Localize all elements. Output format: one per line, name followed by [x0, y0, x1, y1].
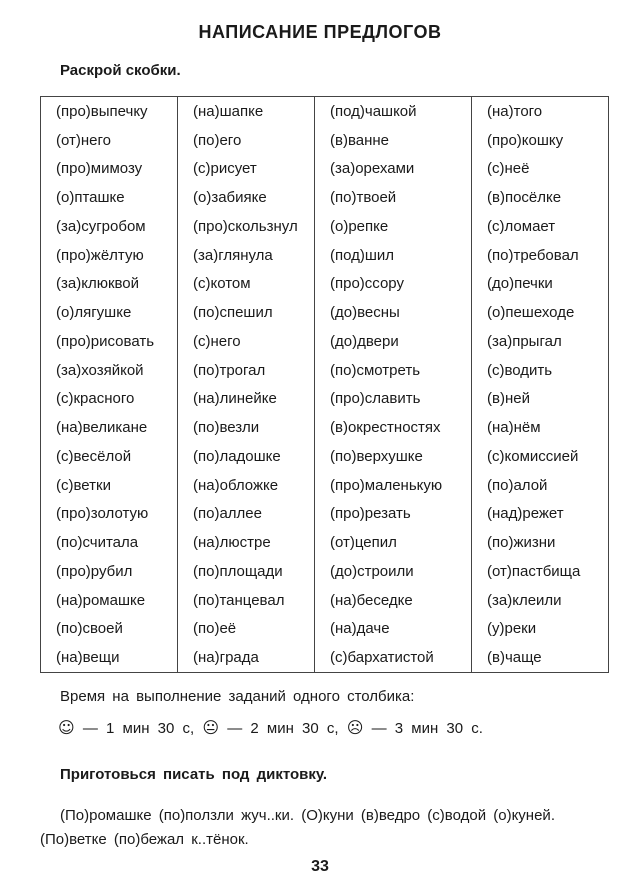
word-cell: (про)мимозу: [41, 155, 178, 184]
word-cell: (за)клеили: [472, 586, 609, 615]
word-cell: (с)него: [178, 327, 315, 356]
word-cell: (за)орехами: [315, 155, 472, 184]
word-cell: (у)реки: [472, 615, 609, 644]
word-cell: (в)ней: [472, 385, 609, 414]
word-cell: (до)строили: [315, 557, 472, 586]
word-cell: (в)окрестностях: [315, 413, 472, 442]
word-cell: (на)обложке: [178, 471, 315, 500]
table-row: [41, 183, 609, 212]
word-cell: (до)печки: [472, 270, 609, 299]
word-cell: (по)её: [178, 615, 315, 644]
word-cell: (за)хозяйкой: [41, 356, 178, 385]
word-cell: (по)смотреть: [315, 356, 472, 385]
time-limit-slow: — 3 мин 30 с.: [371, 720, 483, 737]
word-cell: (за)прыгал: [472, 327, 609, 356]
word-cell: (про)жёлтую: [41, 241, 178, 270]
table-row: [41, 327, 609, 356]
smiling-face-icon: ☺: [58, 718, 75, 737]
word-cell: (от)него: [41, 126, 178, 155]
word-cell: (про)ссору: [315, 270, 472, 299]
word-cell: (на)шапке: [178, 97, 315, 126]
page-number: 33: [311, 858, 329, 875]
word-cell: (по)считала: [41, 528, 178, 557]
dictation-text: (По)ромашке (по)ползли жуч..ки. (О)куни (в)ведро (с)водой (о)куней. (По)ветке (по)бежал к..тёнок.: [40, 807, 555, 848]
word-cell: (о)пташке: [41, 183, 178, 212]
table-row: [41, 586, 609, 615]
table-row: [41, 155, 609, 184]
word-cell: (за)глянула: [178, 241, 315, 270]
table-row: [41, 500, 609, 529]
neutral-face-icon: 😐: [202, 718, 220, 737]
time-label: Время на выполнение заданий одного столбика:: [60, 688, 415, 705]
word-cell: (по)требовал: [472, 241, 609, 270]
word-cell: (на)града: [178, 643, 315, 672]
word-cell: (с)неё: [472, 155, 609, 184]
word-cell: (на)того: [472, 97, 609, 126]
word-cell: (на)великане: [41, 413, 178, 442]
word-cell: (по)площади: [178, 557, 315, 586]
word-cell: (про)рубил: [41, 557, 178, 586]
table-row: [41, 270, 609, 299]
word-cell: (от)цепил: [315, 528, 472, 557]
word-cell: (с)бархатистой: [315, 643, 472, 672]
time-limit-medium: — 2 мин 30 с,: [227, 720, 339, 737]
time-limit-fast: — 1 мин 30 с,: [82, 720, 195, 737]
word-cell: (в)ванне: [315, 126, 472, 155]
table-row: [41, 97, 609, 126]
table-row: [41, 413, 609, 442]
word-cell: (с)ломает: [472, 212, 609, 241]
word-cell: (по)трогал: [178, 356, 315, 385]
word-cell: (под)чашкой: [315, 97, 472, 126]
word-table-body: [41, 97, 609, 673]
word-cell: (в)посёлке: [472, 183, 609, 212]
table-row: [41, 471, 609, 500]
sad-face-icon: ☹: [346, 718, 364, 737]
word-cell: (про)золотую: [41, 500, 178, 529]
word-cell: (по)аллее: [178, 500, 315, 529]
word-cell: (по)твоей: [315, 183, 472, 212]
time-limits: [58, 718, 483, 737]
table-row: [41, 298, 609, 327]
word-cell: (по)жизни: [472, 528, 609, 557]
word-cell: (про)маленькую: [315, 471, 472, 500]
task-instruction: Раскрой скобки.: [60, 62, 181, 79]
word-cell: (до)двери: [315, 327, 472, 356]
word-cell: (про)рисовать: [41, 327, 178, 356]
word-cell: (на)нём: [472, 413, 609, 442]
word-cell: (с)весёлой: [41, 442, 178, 471]
word-cell: (в)чаще: [472, 643, 609, 672]
table-row: [41, 212, 609, 241]
table-row: [41, 385, 609, 414]
word-cell: (по)везли: [178, 413, 315, 442]
table-row: [41, 241, 609, 270]
word-cell: (за)клюквой: [41, 270, 178, 299]
dictation-instruction: Приготовься писать под диктовку.: [60, 766, 328, 783]
word-cell: (по)алой: [472, 471, 609, 500]
word-cell: (по)танцевал: [178, 586, 315, 615]
word-cell: (на)линейке: [178, 385, 315, 414]
word-cell: (над)режет: [472, 500, 609, 529]
word-cell: (с)комиссией: [472, 442, 609, 471]
word-cell: (про)выпечку: [41, 97, 178, 126]
word-table: [40, 96, 609, 673]
word-cell: (с)ветки: [41, 471, 178, 500]
word-cell: (на)вещи: [41, 643, 178, 672]
word-cell: (о)пешеходе: [472, 298, 609, 327]
table-row: [41, 126, 609, 155]
word-cell: (до)весны: [315, 298, 472, 327]
word-cell: (по)верхушке: [315, 442, 472, 471]
word-cell: (о)лягушке: [41, 298, 178, 327]
table-row: [41, 356, 609, 385]
table-row: [41, 557, 609, 586]
table-row: [41, 615, 609, 644]
word-cell: (о)репке: [315, 212, 472, 241]
word-cell: (про)кошку: [472, 126, 609, 155]
word-cell: (на)люстре: [178, 528, 315, 557]
word-cell: (по)своей: [41, 615, 178, 644]
table-row: [41, 442, 609, 471]
page-title: НАПИСАНИЕ ПРЕДЛОГОВ: [198, 22, 442, 42]
word-cell: (на)беседке: [315, 586, 472, 615]
word-cell: (про)славить: [315, 385, 472, 414]
word-cell: (по)его: [178, 126, 315, 155]
word-cell: (на)ромашке: [41, 586, 178, 615]
word-cell: (под)шил: [315, 241, 472, 270]
word-cell: (про)скользнул: [178, 212, 315, 241]
table-row: [41, 643, 609, 672]
word-cell: (по)спешил: [178, 298, 315, 327]
word-cell: (от)пастбища: [472, 557, 609, 586]
word-cell: (на)даче: [315, 615, 472, 644]
word-cell: (о)забияке: [178, 183, 315, 212]
table-row: [41, 528, 609, 557]
word-cell: (про)резать: [315, 500, 472, 529]
word-cell: (за)сугробом: [41, 212, 178, 241]
word-cell: (с)рисует: [178, 155, 315, 184]
word-cell: (с)котом: [178, 270, 315, 299]
word-cell: (по)ладошке: [178, 442, 315, 471]
word-cell: (с)красного: [41, 385, 178, 414]
word-cell: (с)водить: [472, 356, 609, 385]
